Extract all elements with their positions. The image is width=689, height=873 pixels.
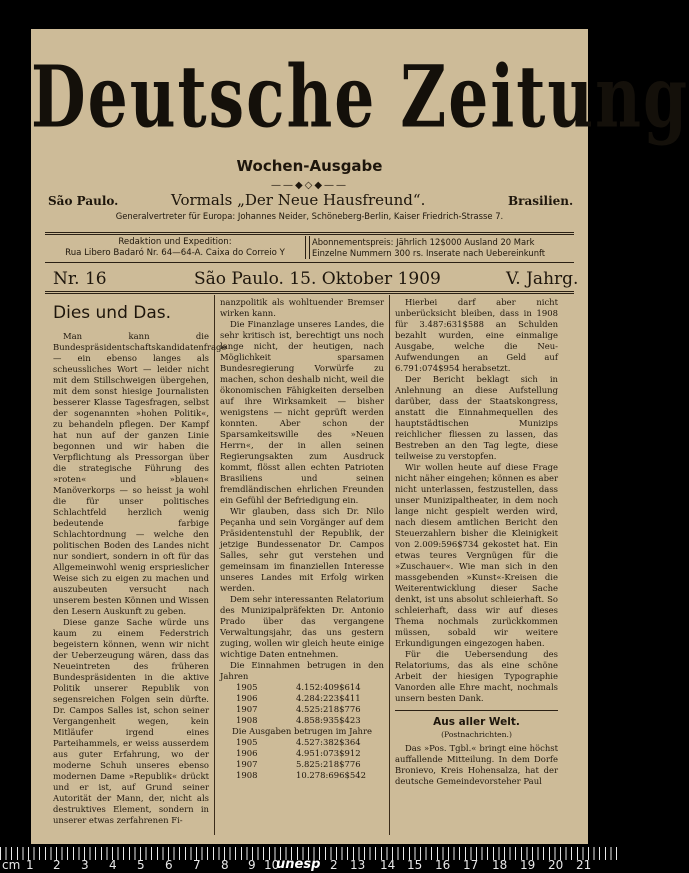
table-row: 1905 4.527:382$364: [236, 737, 361, 747]
masthead-subtitle: Vormals „Der Neue Hausfreund“.: [171, 191, 426, 209]
paragraph: Diese ganze Sache würde uns kaum zu einem Federstrich begeistern können, wenn wir nicht der Ueberzeugung wären, dass das Neueintreten des früheren Bundespräsidenten in die aktive Politik unserer Republik von segensreichen Folgen sein dürfte. Dr. Campos Salles ist, schon seiner Vergangenheit wegen, kein Mitläufer irgend eines Parteihammels, er weiss ausserdem aus guter Erfahrung, wo der moderne Schuh unseres ebenso modernen Dame »Republik« drückt und er ist, auf Grund seiner Autorität der Mann, der, nicht als destruktives Element, sondern in unserer etwas zerfahrenen Fi-: [53, 617, 209, 825]
paragraph: Die Einnahmen betrugen in den Jahren: [220, 660, 384, 681]
column-divider-1: [214, 295, 215, 835]
ruler-number: 3: [81, 858, 89, 872]
column-divider-2: [389, 295, 390, 835]
ruler-number: 4: [109, 858, 117, 872]
ruler-number: 14: [380, 858, 396, 872]
section-title: Aus aller Welt.: [433, 716, 520, 728]
ruler-unit: cm: [2, 858, 21, 872]
article-column-3: [395, 297, 558, 787]
ruler-number: 10: [264, 858, 280, 872]
paragraph: Wir wollen heute auf diese Frage nicht näher eingehen; können es aber nicht unterlassen, festzustellen, dass unser Munizipaltheater, in dem noch lange nicht gespielt werden wird, nach diesem amtlichen Bericht den Steuerzahlern bisher die Kleinigkeit von 2.009:596$734 gekostet hat. Ein etwas teures Vergnügen für die »Zuschauer«. Wie man sich in den massgebenden »Kunst«-Kreisen die Weiterentwicklung dieser Sache denkt, ist uns absolut schleierhaft. So schleierhaft, dass wir auf dieses Thema nochmals zurückkommen müssen, sobald wir weitere Erkundigungen eingezogen haben.: [395, 462, 558, 648]
scale-ruler: [0, 844, 617, 873]
subscription-info: [312, 237, 578, 259]
section-rule: [395, 710, 558, 711]
unesp-logo: unesp: [276, 857, 321, 872]
article-title: Dies und Das.: [53, 303, 172, 323]
paragraph: Die Finanzlage unseres Landes, die sehr kritisch ist, berechtigt uns noch lange nicht, der heutigen, nach Möglichkeit sparsamen Bundesregierung Vorwürfe zu machen, schon deshalb nicht, weil die ökonomischen Fähigkeiten derselben auf ihre Wirksamkeit — bisher wenigstens — nicht geprüft werden konnten. Aber schon der Sparsamkeitswille des »Neuen Herrn«, der in allen seinen Regierungsakten zum Ausdruck kommt, flösst allen echten Patrioten Brasiliens und seinen fremdländischen ehrlichen Freunden ein Gefühl der Befriedigung ein.: [220, 319, 384, 505]
paragraph: nanzpolitik als wohltuender Bremser wirken kann.: [220, 297, 384, 318]
issue-rule-bottom: [45, 291, 574, 292]
issue-number: Nr. 16: [53, 269, 107, 289]
editorial-info: [45, 237, 305, 259]
table-row: 1905 4.152:409$614: [236, 682, 361, 692]
paragraph: Für die Uebersendung des Relatoriums, das als eine schöne Arbeit der hiesigen Typographie Vanorden alle Ehre macht, nochmals unsern besten Dank.: [395, 649, 558, 703]
ruler-number: 2: [330, 858, 338, 872]
paragraph: Der Bericht beklagt sich in Anlehnung an diese Aufstellung darüber, dass der Staatskongress, anstatt die Einnahmequellen des hauptstädtischen Munizips reichlicher fliessen zu lassen, das Bestreben an den Tag legte, diese teilweise zu verstopfen.: [395, 374, 558, 461]
ruler-number: 6: [165, 858, 173, 872]
expenses-table: [220, 737, 384, 781]
editorial-line-1: Redaktion und Expedition:: [118, 237, 232, 247]
table-row: 1906 4.951:073$912: [236, 748, 361, 758]
table-row: 1907 4.525:218$776: [236, 704, 361, 714]
income-table: [220, 682, 384, 726]
newspaper-page: [31, 29, 689, 844]
ruler-number: 19: [520, 858, 536, 872]
paragraph: Das »Pos. Tgbl.« bringt eine höchst auffallende Mitteilung. In dem Dorfe Bronievo, Kreis Hohensalza, hat der deutsche Gemeindevorsteher Paul: [395, 743, 558, 786]
representatives-line: Generalvertreter für Europa: Johannes Neider, Schöneberg-Berlin, Kaiser Friedrich-Strasse 7.: [115, 211, 504, 221]
ruler-number: 2: [53, 858, 61, 872]
ruler-number: 1: [26, 858, 34, 872]
header-rule-top-2: [45, 234, 574, 235]
article-column-2: [220, 297, 384, 781]
paragraph: Dem sehr interessanten Relatorium des Munizipalpräfekten Dr. Antonio Prado über das vergangene Verwaltungsjahr, das uns gestern zuging, wollen wir gleich heute einige wichtige Daten entnehmen.: [220, 594, 384, 659]
table-row: 1907 5.825:218$776: [236, 759, 361, 769]
ruler-number: 15: [407, 858, 423, 872]
city-right: Brasilien.: [508, 194, 574, 208]
ruler-number: 21: [576, 858, 592, 872]
header-rule-top: [45, 232, 574, 233]
issue-rule-bottom-2: [45, 293, 574, 294]
ornament-divider: ——◆◇◆——: [270, 180, 349, 191]
section-subtitle: (Postnachrichten.): [441, 730, 512, 739]
masthead-title: Deutsche Zeitung: [31, 47, 689, 147]
issue-date: São Paulo. 15. Oktober 1909: [194, 269, 441, 289]
paragraph: Man kann die Bundespräsidentschaftskandidatenfrage — ein ebenso langes als scheussliches Wort — leider nicht mit dem Stillschweigen übergehen, mit dem sonst hiesige Journalisten besserer Klasse Tagesfragen, selbst der sogenannten »hohen Politik«, zu behandeln pflegen. Der Kampf hat nun auf der ganzen Linie begonnen und wir haben die Verpflichtung als Pressorgan über die strategische Führung des »roten« und »blauen« Manöverkorps — so heisst ja wohl die für unser politisches Schlachtfeld herzlich wenig bedeutende farbige Schlachtordnung — welche den politischen Boden des Landes nicht nur sondiert, sondern in oft für das Allgemeinwohl wenig ersprieslicher Weise sich zu eigen zu machen und auszubeuten versucht nach unserem besten Können und Wissen den Lesern Auskunft zu geben.: [53, 331, 227, 616]
ruler-number: 9: [248, 858, 256, 872]
info-box-separator: [305, 236, 310, 259]
ruler-number: 8: [221, 858, 229, 872]
subscription-line-1: Abonnementspreis: Jährlich 12$000 Ausland 20 Mark: [312, 237, 535, 247]
edition-label: Wochen-Ausgabe: [236, 157, 383, 175]
ruler-number: 18: [492, 858, 508, 872]
ruler-number: 7: [193, 858, 201, 872]
table-row: 1908 10.278:696$542: [236, 770, 366, 780]
article-column-1: [53, 297, 227, 826]
expenses-label: Die Ausgaben betrugen im Jahre: [232, 726, 372, 736]
ruler-number: 13: [350, 858, 366, 872]
issue-volume: V. Jahrg.: [506, 269, 579, 289]
ruler-number: 20: [548, 858, 564, 872]
ruler-number: 17: [463, 858, 479, 872]
paragraph: Wir glauben, dass sich Dr. Nilo Peçanha und sein Vorgänger auf dem Präsidentenstuhl der Republik, der jetzige Bundessenator Dr. Campos Salles, sehr gut verstehen und gemeinsam im finanziellen Interesse unseres Landes mit Erfolg wirken werden.: [220, 506, 384, 593]
table-row: 1906 4.284:223$411: [236, 693, 361, 703]
table-row: 1908 4.858:935$423: [236, 715, 361, 725]
editorial-line-2: Rua Libero Badaró Nr. 64—64-A. Caixa do Correio Y: [65, 248, 285, 258]
info-rule-bottom: [45, 262, 574, 263]
city-left: São Paulo.: [48, 194, 119, 208]
subscription-line-2: Einzelne Nummern 300 rs. Inserate nach Uebereinkunft: [312, 248, 546, 258]
ruler-number: 16: [435, 858, 451, 872]
paragraph: Hierbei darf aber nicht unberücksicht bleiben, dass in 1908 für 3.487:631$588 an Schulden bezahlt wurden, eine einmalige Ausgabe, welche die Neu-Aufwendungen an Geld auf 6.791:074$954 herabsetzt.: [395, 297, 558, 373]
ruler-number: 5: [137, 858, 145, 872]
